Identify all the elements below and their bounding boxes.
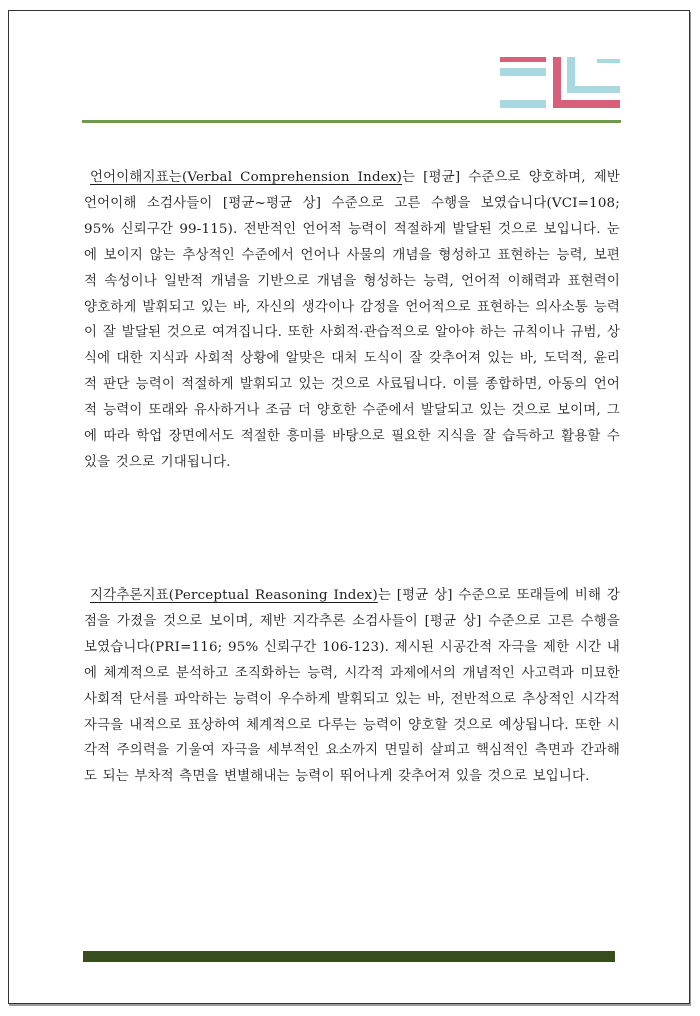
pri-paragraph	[84, 583, 620, 790]
vci-heading: 언어이해지표는(Verbal Comprehension Index)	[90, 170, 403, 185]
logo-blue-bottom-bar	[500, 100, 546, 108]
footer-bar	[83, 951, 615, 962]
logo-pink-top-bar	[500, 57, 546, 62]
vci-body: 는 [평균] 수준으로 양호하며, 제반 언어이해 소검사들이 [평균~평균 상] 수준으로 고른 수행을 보였습니다(VCI=108; 95% 신뢰구간 99-115). 전반적인 언어적 능력이 적절하게 발달된 것으로 보입니다. 눈에 보이지 않는 추상적인 수준에서 언어나 사물의 개념을 형성하고 표현하는 능력, 보편적 속성이나 일반적 개념을 기반으로 개념을 형성하는 능력, 언어적 이해력과 표현력이 양호하게 발휘되고 있는 바, 자신의 생각이나 감정을 언어적으로 표현하는 의사소통 능력이 잘 발달된 것으로 여겨집니다. 또한 사회적·관습적으로 알아야 하는 규칙이나 규범, 상식에 대한 지식과 사회적 상황에 알맞은 대처 도식이 잘 갖추어져 있는 바, 도덕적, 윤리적 판단 능력이 적절하게 발휘되고 있는 것으로 사료됩니다. 이를 종합하면, 아동의 언어적 능력이 또래와 유사하거나 조금 더 양호한 수준에서 발달되고 있는 것으로 보이며, 그에 따라 학업 장면에서도 적절한 흥미를 바탕으로 필요한 지식을 잘 습득하고 활용할 수 있을 것으로 기대됩니다.	[84, 170, 620, 470]
logo-blue-l-horizontal	[567, 86, 620, 93]
logo-blue-short-bar	[597, 59, 620, 63]
vci-paragraph	[84, 165, 620, 476]
pri-body: 는 [평균 상] 수준으로 또래들에 비해 강점을 가졌을 것으로 보이며, 제반 지각추론 소검사들이 [평균 상] 수준으로 고른 수행을 보였습니다(PRI=116; 95% 신뢰구간 106-123). 제시된 시공간적 자극을 제한 시간 내에 체계적으로 분석하고 조직화하는 능력, 시각적 과제에서의 개념적인 사고력과 미묘한 사회적 단서를 파악하는 능력이 우수하게 발휘되고 있는 바, 전반적으로 추상적인 시각적 자극을 내적으로 표상하여 체계적으로 다루는 능력이 양호할 것으로 예상됩니다. 또한 시각적 주의력을 기울여 자극을 세부적인 요소까지 면밀히 살피고 핵심적인 측면과 간과해도 되는 부차적 측면을 변별해내는 능력이 뛰어나게 갖추어져 있을 것으로 보입니다.	[84, 588, 620, 785]
header-divider	[82, 120, 621, 123]
logo-pink-l-horizontal	[553, 100, 620, 108]
document-page	[8, 10, 690, 1004]
pri-heading: 지각추론지표(Perceptual Reasoning Index)	[90, 588, 378, 603]
logo-blue-middle-bar	[500, 68, 546, 76]
